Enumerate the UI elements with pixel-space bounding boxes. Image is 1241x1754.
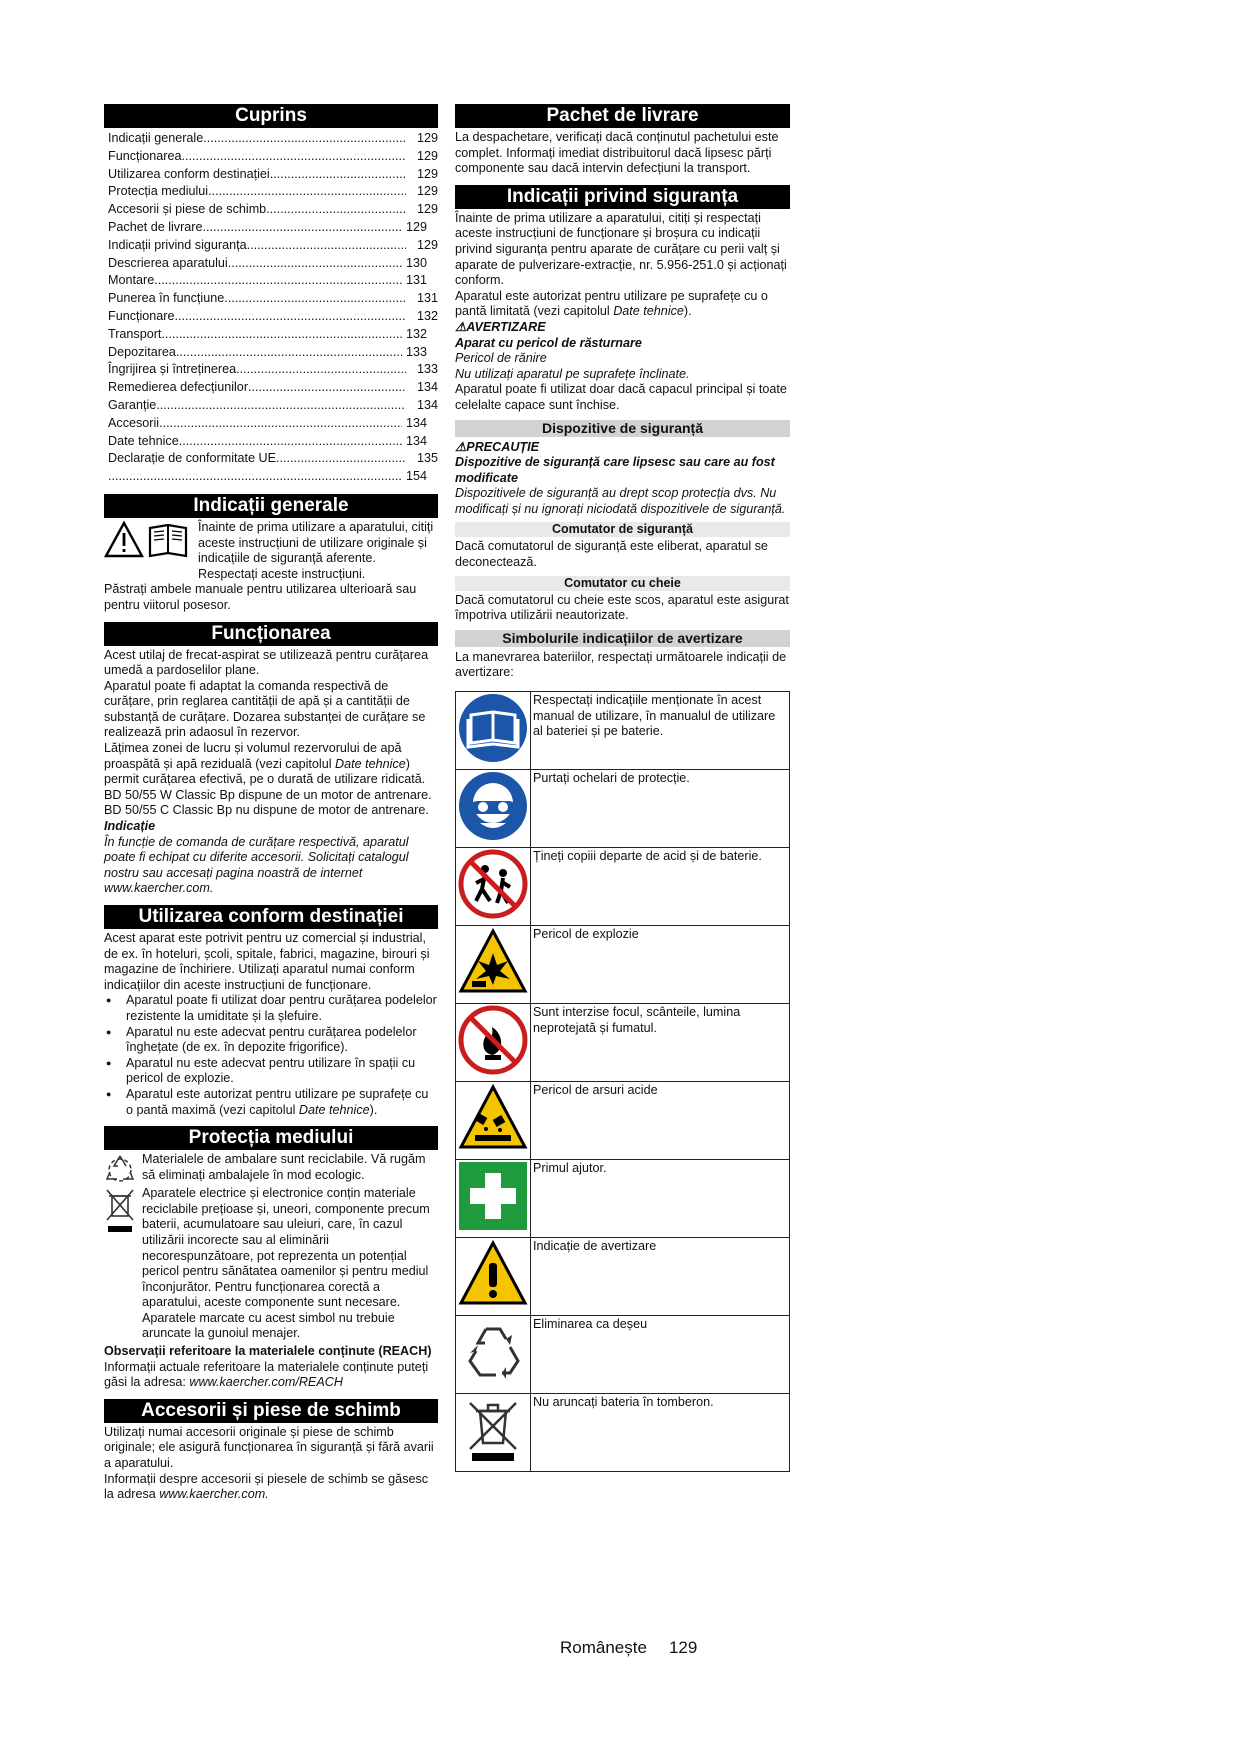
- table-row: [456, 1394, 790, 1472]
- warning-label: ⚠AVERTIZARE: [455, 319, 546, 334]
- toc-entry-title: Date tehnice: [108, 433, 179, 448]
- warning-symbols-table: [455, 691, 790, 1472]
- safety-paragraph: Aparatul este autorizat pentru utilizare pe suprafețe cu o pantă limitată (vezi capitolul Date tehnice).: [455, 288, 768, 319]
- toc-entry-page: 154: [406, 469, 428, 484]
- no-fire-icon: [458, 1005, 528, 1075]
- safety-switch-heading: Comutator de siguranță: [455, 522, 790, 537]
- left-column: [104, 104, 438, 1503]
- key-switch-heading: Comutator cu cheie: [455, 576, 790, 591]
- recycle-packaging-icon: [104, 1152, 136, 1186]
- accessories-paragraph: Informații despre accesorii și piesele de schimb se găsesc la adresa www.kaercher.com.: [104, 1471, 429, 1502]
- table-row: [456, 692, 790, 770]
- toc-entry-page: 131: [416, 291, 438, 306]
- function-paragraph: Acest utilaj de frecat-aspirat se utilizează pentru curățarea umedă a pardoselilor plane.: [104, 647, 429, 678]
- warning-icon: [458, 1239, 528, 1309]
- toc-entry-title: Pachet de livrare: [108, 219, 203, 234]
- symbol-description: Țineți copiii departe de acid și de baterie.: [531, 848, 790, 926]
- note-text: În funcție de comanda de curățare respectivă, aparatul poate fi echipat cu diferite accesorii. Solicitați catalogul nostru sau accesați pagina noastră de internet www.kaercher.com.: [104, 834, 409, 896]
- toc-entry[interactable]: [108, 344, 438, 362]
- symbol-description: Primul ajutor.: [531, 1160, 790, 1238]
- safety-paragraph: Înainte de prima utilizare a aparatului, citiți și respectați aceste instrucțiuni de funcționare și broșura cu indicații privind siguranța pentru aparate de curățare cu perii valț și aparate de pulverizare-extracție, nr. 5.956-251.0 și acționați conform.: [455, 210, 787, 288]
- toc-entry-page: 133: [416, 362, 438, 377]
- toc-entry-page: 134: [406, 433, 428, 448]
- toc-entry-title: Transport: [108, 326, 162, 341]
- list-item: ● Aparatul nu este adecvat pentru utilizare în spații cu pericol de explozie.: [104, 1056, 438, 1087]
- footer-language: Românește: [560, 1638, 647, 1657]
- crossed-bin-small-icon: [104, 1186, 136, 1238]
- environment-paragraph: Materialele de ambalare sunt reciclabile. Vă rugăm să eliminați ambalajele în mod ecologic.: [142, 1152, 426, 1182]
- no-children-icon: [458, 849, 528, 919]
- toc-entry-page: 129: [416, 184, 438, 199]
- symbol-description: Nu aruncați bateria în tomberon.: [531, 1394, 790, 1472]
- toc-entry-title: Garanție: [108, 397, 157, 412]
- toc-entry-title: Îngrijirea și întreținerea: [108, 362, 237, 377]
- crossed-bin-icon: [458, 1395, 528, 1465]
- toc-entry-page: 133: [406, 344, 428, 359]
- intended-use-section: [104, 905, 438, 1118]
- symbol-description: Purtați ochelari de protecție.: [531, 770, 790, 848]
- environment-heading: Protecția mediului: [104, 1126, 438, 1150]
- safety-paragraph: Aparatul poate fi utilizat doar dacă capacul principal și toate celelalte capace sunt închise.: [455, 382, 787, 412]
- toc-entry-title: Remedierea defecțiunilor: [108, 380, 249, 395]
- caution-title: Dispozitive de siguranță care lipsesc sau care au fost modificate: [455, 455, 775, 485]
- toc-entry-page: 129: [416, 131, 438, 145]
- safety-heading: Indicații privind siguranța: [455, 185, 790, 209]
- table-row: [456, 1238, 790, 1316]
- intended-use-paragraph: Acest aparat este potrivit pentru uz comercial și industrial, de ex. în hoteluri, școli, spitale, fabrici, magazine, birouri și magazine de închiriere. Utilizați aparatul numai conform indicațiilor din aceste instrucțiuni de funcționare.: [104, 931, 430, 992]
- toc-entry[interactable]: [108, 290, 438, 308]
- toc-entry[interactable]: [108, 219, 438, 237]
- safety-section: [455, 185, 790, 1472]
- warning-text: Nu utilizați aparatul pe suprafețe înclinate.: [455, 366, 690, 381]
- general-paragraph: Înainte de prima utilizare a aparatului, citiți aceste instrucțiuni de utilizare originale și indicațiile de siguranță aferente. Respectați aceste instrucțiuni.: [198, 519, 434, 581]
- function-paragraph: Lățimea zonei de lucru și volumul rezervorului de apă proaspătă și apă reziduală (vezi capitolul Date tehnice) permit curățarea efectivă, pe o durată de utilizare ridicată.: [104, 741, 426, 787]
- safety-devices-heading: Dispozitive de siguranță: [455, 420, 790, 437]
- toc-entry[interactable]: [108, 308, 438, 326]
- accessories-paragraph: Utilizați numai accesorii originale și piese de schimb originale; ele asigură funcționarea în siguranță și fără avarii a aparatului.: [104, 1424, 434, 1471]
- toc-entry-title: Montare: [108, 273, 155, 288]
- toc-entry-page: 134: [416, 397, 438, 412]
- toc-entry-page: 130: [406, 255, 428, 270]
- symbol-description: Sunt interzise focul, scânteile, lumina neprotejată și fumatul.: [531, 1004, 790, 1082]
- warning-manual-icon: [104, 520, 192, 560]
- intended-use-heading: Utilizarea conform destinației: [104, 905, 438, 929]
- list-item: ● Aparatul nu este adecvat pentru curățarea podelelor înghețate (de ex. în depozite frigorifice).: [104, 1025, 438, 1056]
- toc-entry[interactable]: [108, 166, 438, 184]
- delivery-section: [455, 104, 790, 177]
- toc-entry[interactable]: [108, 379, 438, 397]
- delivery-paragraph: La despachetare, verificați dacă conținutul pachetului este complet. Informați imediat distribuitorul dacă lipsesc părți componente sau dacă intervin defecțiuni la transport.: [455, 130, 779, 176]
- toc-entry[interactable]: [108, 326, 438, 344]
- toc-entry-page: 129: [416, 166, 438, 181]
- toc-entry-page: 135: [416, 451, 438, 466]
- function-paragraph: BD 50/55 C Classic Bp nu dispune de motor de antrenare.: [104, 803, 429, 818]
- toc-entry[interactable]: [108, 201, 438, 219]
- symbol-description: Eliminarea ca deșeu: [531, 1316, 790, 1394]
- first-aid-icon: [458, 1161, 528, 1231]
- toc-entry[interactable]: [108, 255, 438, 273]
- function-section: [104, 622, 438, 898]
- toc-entry[interactable]: [108, 361, 438, 379]
- explosion-hazard-icon: [458, 927, 528, 997]
- toc-entry-page: 129: [416, 202, 438, 217]
- toc-entry[interactable]: [108, 272, 438, 290]
- toc-entry[interactable]: [108, 148, 438, 166]
- acid-burn-icon: [458, 1083, 528, 1153]
- symbol-description: Pericol de arsuri acide: [531, 1082, 790, 1160]
- table-row: [456, 1004, 790, 1082]
- list-item: ● Aparatul este autorizat pentru utilizare pe suprafețe cu o pantă maximă (vezi capitolul Date tehnice).: [104, 1087, 438, 1118]
- caution-text: Dispozitivele de siguranță au drept scop protecția dvs. Nu modificați și nu ignorați niciodată dispozitivele de siguranță.: [455, 486, 786, 516]
- toc-entry[interactable]: [108, 450, 438, 468]
- toc-entry-title: Depozitarea: [108, 344, 176, 359]
- reach-title: Observații referitoare la materialele conținute (REACH): [104, 1344, 432, 1359]
- website-link[interactable]: www.kaercher.com.: [159, 1487, 269, 1502]
- table-row: [456, 926, 790, 1004]
- toc-entry-title: Punerea în funcțiune: [108, 291, 225, 306]
- toc-entry-page: 134: [406, 415, 428, 430]
- note-label: Indicație: [104, 819, 156, 834]
- page-footer: [560, 1640, 719, 1656]
- delivery-heading: Pachet de livrare: [455, 104, 790, 128]
- chapter-reference: Date tehnice: [298, 1102, 370, 1117]
- warning-symbols-intro: La manevrarea bateriilor, respectați următoarele indicații de avertizare:: [455, 649, 787, 680]
- chapter-reference: Date tehnice: [613, 304, 684, 319]
- table-row: [456, 1316, 790, 1394]
- environment-section: [104, 1126, 438, 1391]
- list-item: ● Aparatul poate fi utilizat doar pentru curățarea podelelor rezistente la umiditate și la șlefuire.: [104, 993, 438, 1024]
- toc-entry-page: 129: [416, 148, 438, 163]
- toc-entry[interactable]: [108, 130, 438, 148]
- toc-entry[interactable]: [108, 237, 438, 255]
- environment-paragraph: Aparatele electrice și electronice conțin materiale reciclabile prețioase și, uneori, componente precum baterii, acumulatoare sau uleiuri, care, în cazul utilizării incorecte sau al eliminării necorespunzătoare, pot reprezenta un potențial pericol pentru sănătatea oamenilor și pentru mediul înconjurător. Pentru funcționarea corectă a aparatului, aceste componente sunt necesare. Aparatele marcate cu acest simbol nu trebuie aruncate la gunoiul menajer.: [142, 1186, 430, 1341]
- reach-paragraph: Informații actuale referitoare la materialele conținute puteți găsi la adresa: www.kaercher.com/REACH: [104, 1359, 429, 1390]
- table-row: [456, 848, 790, 926]
- function-heading: Funcționarea: [104, 622, 438, 646]
- table-row: [456, 1082, 790, 1160]
- function-paragraph: Aparatul poate fi adaptat la comanda respectivă de curățare, prin reglarea cantității de apă și a cantității de substanță de curățare. Dozarea substanței de curățare se realizează prin adaosul în rezervor.: [104, 678, 426, 740]
- symbol-description: Indicație de avertizare: [531, 1238, 790, 1316]
- toc-entry[interactable]: [108, 397, 438, 415]
- function-paragraph: BD 50/55 W Classic Bp dispune de un motor de antrenare.: [104, 787, 432, 802]
- toc-entry-title: Funcționarea: [108, 148, 182, 163]
- symbol-description: Pericol de explozie: [531, 926, 790, 1004]
- accessories-section: [104, 1399, 438, 1503]
- toc-entry-page: 134: [416, 380, 438, 395]
- right-column: [455, 104, 790, 1472]
- toc-entry-title: Descrierea aparatului: [108, 255, 228, 270]
- toc-entry-title: Indicații generale: [108, 131, 204, 145]
- toc-entry-page: 131: [406, 273, 428, 288]
- safety-goggles-icon: [458, 771, 528, 841]
- warning-title: Aparat cu pericol de răsturnare: [455, 335, 642, 350]
- table-of-contents: [108, 130, 438, 486]
- warning-subtitle: Pericol de rănire: [455, 351, 547, 366]
- toc-entry-title: Funcționare: [108, 308, 175, 323]
- toc-entry[interactable]: [108, 433, 438, 451]
- toc-entry-page: 132: [416, 308, 438, 323]
- read-manual-icon: [458, 693, 528, 763]
- table-row: [456, 1160, 790, 1238]
- toc-heading: Cuprins: [104, 104, 438, 128]
- table-row: [456, 770, 790, 848]
- toc-entry[interactable]: [108, 468, 438, 486]
- toc-entry-title: Accesorii și piese de schimb: [108, 202, 267, 217]
- toc-entry-title: Declarație de conformitate UE: [108, 451, 276, 466]
- caution-label: ⚠PRECAUȚIE: [455, 439, 540, 454]
- general-paragraph: Păstrați ambele manuale pentru utilizarea ulterioară sau pentru viitorul posesor.: [104, 582, 417, 612]
- page-number: 129: [668, 1638, 698, 1657]
- accessories-heading: Accesorii și piese de schimb: [104, 1399, 438, 1423]
- reach-link[interactable]: www.kaercher.com/REACH: [189, 1375, 343, 1390]
- warning-symbols-heading: Simbolurile indicațiilor de avertizare: [455, 630, 790, 647]
- toc-entry-title: Indicații privind siguranța: [108, 237, 247, 252]
- intended-use-list: [104, 993, 438, 1118]
- toc-entry-title: Utilizarea conform destinației: [108, 166, 270, 181]
- general-section: [104, 494, 438, 614]
- symbol-description: Respectați indicațiile menționate în acest manual de utilizare, în manualul de utilizare al bateriei și pe baterie.: [531, 692, 790, 770]
- toc-entry-title: Accesorii: [108, 415, 160, 430]
- toc-entry-page: 129: [416, 237, 438, 252]
- toc-entry-page: 129: [406, 219, 428, 234]
- toc-entry[interactable]: [108, 415, 438, 433]
- chapter-reference: Date tehnice: [335, 756, 406, 771]
- toc-entry-page: 132: [406, 326, 428, 341]
- recycle-icon: [458, 1317, 528, 1387]
- key-switch-text: Dacă comutatorul cu cheie este scos, aparatul este asigurat împotriva utilizării neautorizate.: [455, 592, 789, 623]
- general-heading: Indicații generale: [104, 494, 438, 518]
- toc-entry[interactable]: [108, 183, 438, 201]
- toc-entry-title: Protecția mediului: [108, 184, 209, 199]
- safety-switch-text: Dacă comutatorul de siguranță este eliberat, aparatul se deconectează.: [455, 539, 768, 570]
